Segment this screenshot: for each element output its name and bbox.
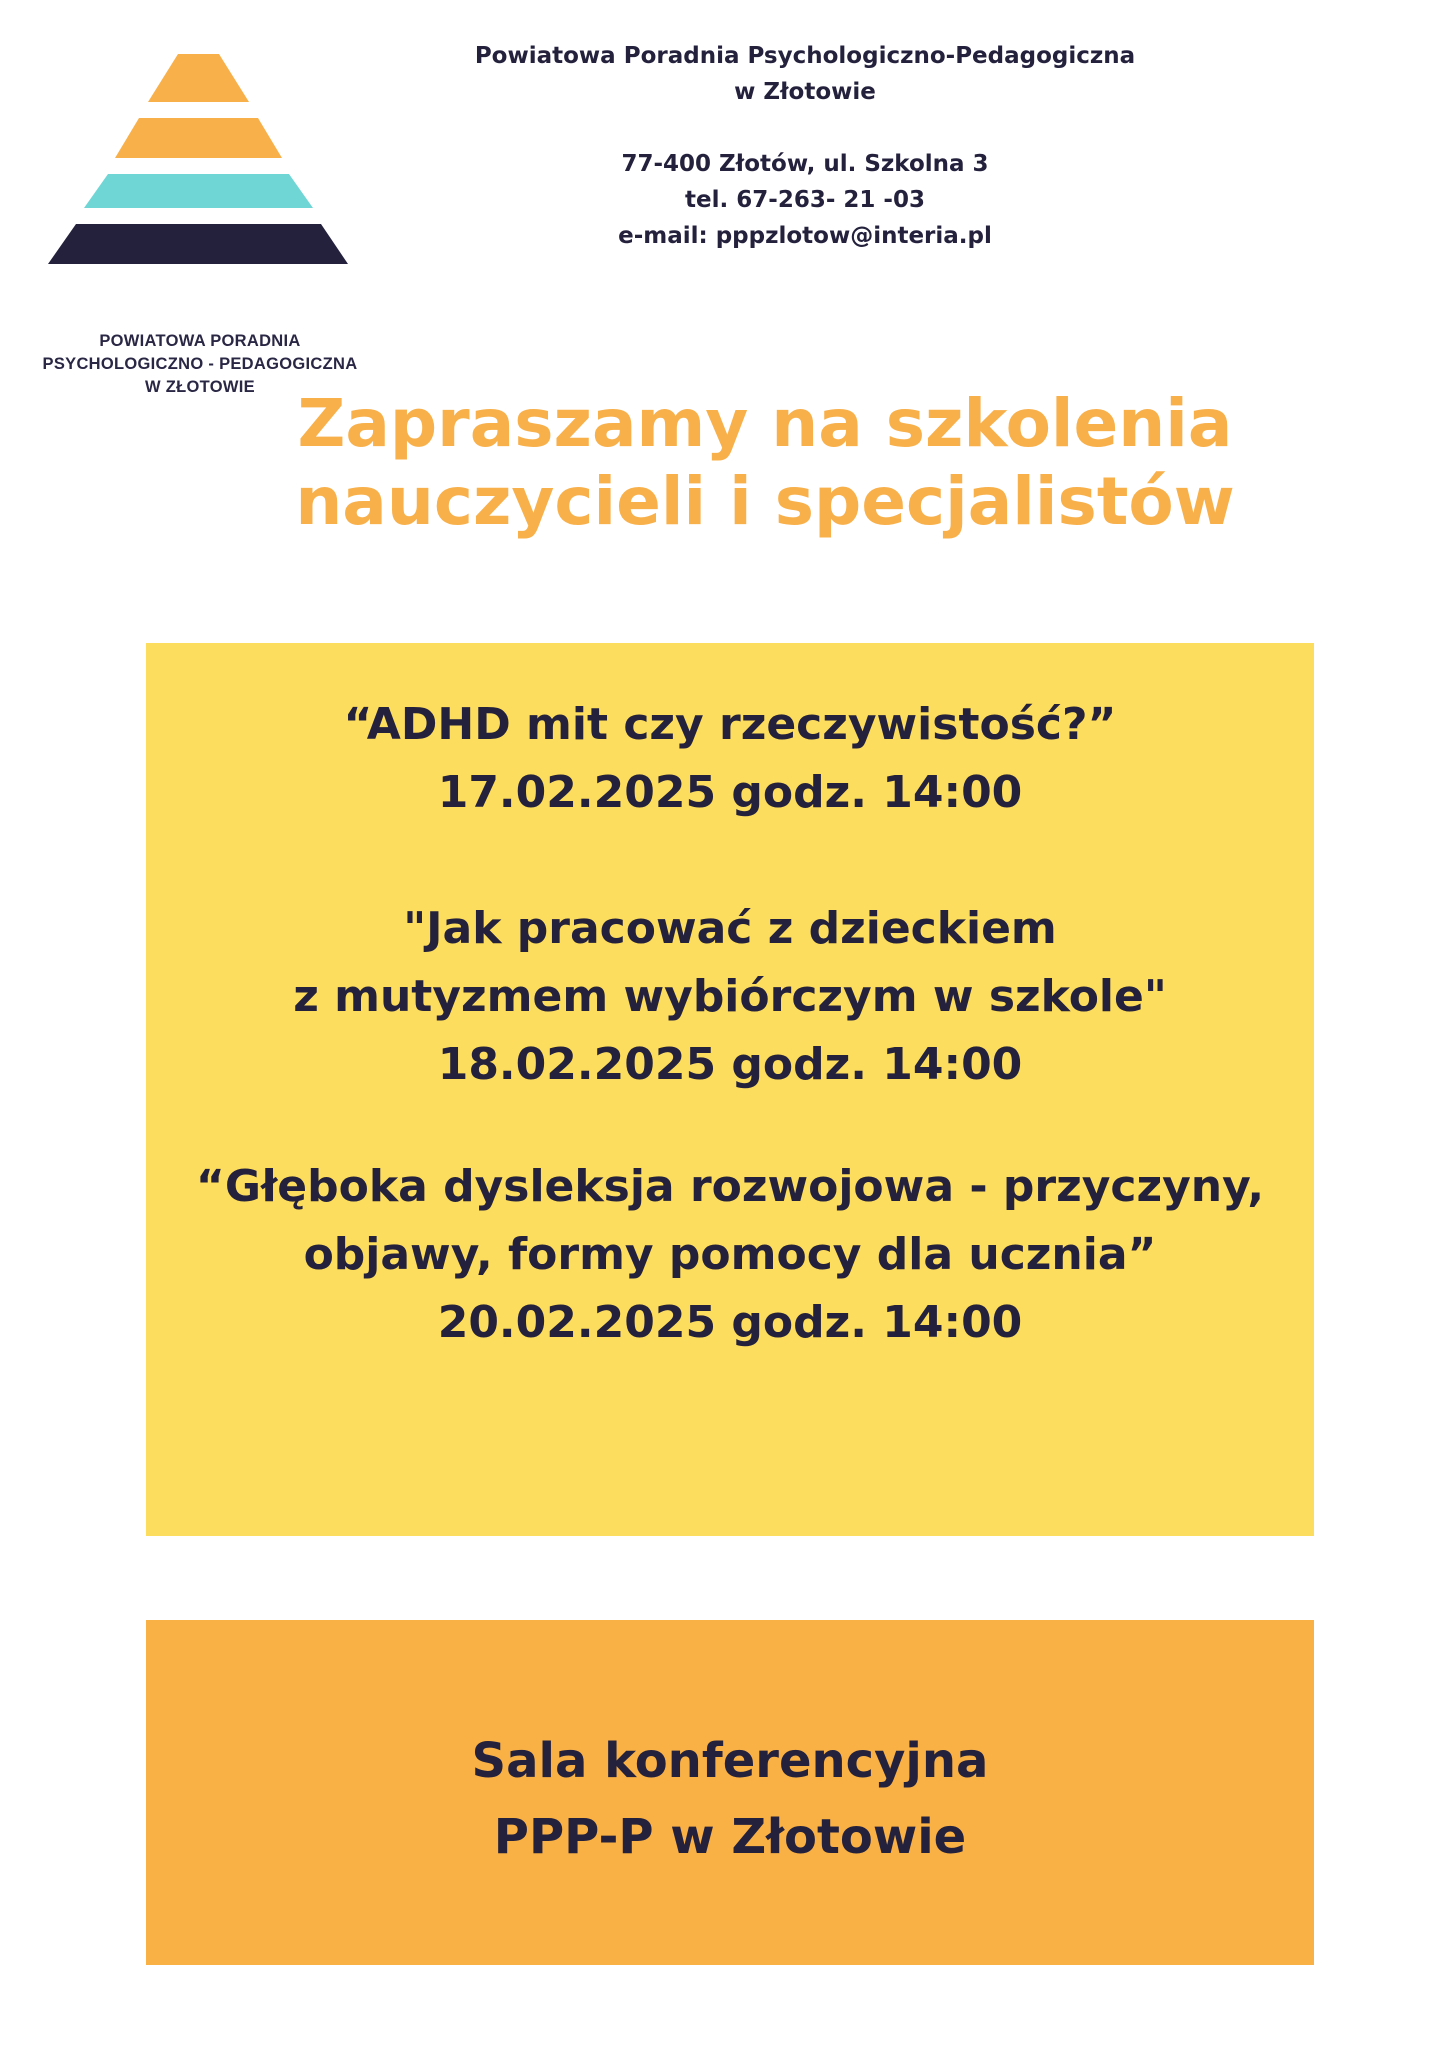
organization-logo <box>30 40 370 396</box>
org-name-line1: Powiatowa Poradnia Psychologiczno-Pedagogiczna <box>474 43 1136 69</box>
pyramid-base-tier <box>48 224 348 264</box>
event-item <box>146 691 1314 827</box>
logo-text-line: PSYCHOLOGICZNO - PEDAGOGICZNA <box>42 355 358 373</box>
location-text <box>146 1723 1314 1875</box>
org-address: 77-400 Złotów, ul. Szkolna 3 <box>621 151 989 177</box>
location-line1: Sala konferencyjna <box>471 1733 989 1789</box>
location-line2: PPP-P w Złotowie <box>493 1809 967 1865</box>
event-title: “Głęboka dysleksja rozwojowa - przyczyny, <box>195 1161 1265 1212</box>
event-item <box>146 1153 1314 1357</box>
location-panel <box>146 1620 1314 1965</box>
event-datetime: 17.02.2025 godz. 14:00 <box>437 767 1023 818</box>
event-title: “ADHD mit czy rzeczywistość?” <box>343 699 1117 750</box>
pyramid-logo-icon <box>36 46 366 286</box>
pyramid-third-tier <box>84 174 313 208</box>
event-datetime: 20.02.2025 godz. 14:00 <box>437 1297 1023 1348</box>
page-title-line2: nauczycieli i specjalistów <box>295 463 1235 540</box>
org-phone: tel. 67-263- 21 -03 <box>685 187 925 213</box>
page-title <box>200 385 1330 541</box>
event-item <box>146 895 1314 1099</box>
logo-text-line: POWIATOWA PORADNIA <box>99 332 301 350</box>
org-name-line2: w Złotowie <box>734 79 876 105</box>
pyramid-second-tier <box>115 118 282 158</box>
event-title: objawy, formy pomocy dla ucznia” <box>303 1229 1157 1280</box>
page-title-line1: Zapraszamy na szkolenia <box>297 385 1233 462</box>
event-title: "Jak pracować z dzieckiem <box>403 903 1057 954</box>
event-datetime: 18.02.2025 godz. 14:00 <box>437 1039 1023 1090</box>
logo-text-line: W ZŁOTOWIE <box>145 378 255 396</box>
event-title: z mutyzmem wybiórczym w szkole" <box>293 971 1167 1022</box>
pyramid-top-tier <box>148 54 249 102</box>
org-email: e-mail: pppzlotow@interia.pl <box>618 223 992 249</box>
organization-header <box>390 38 1220 254</box>
events-panel <box>146 643 1314 1536</box>
